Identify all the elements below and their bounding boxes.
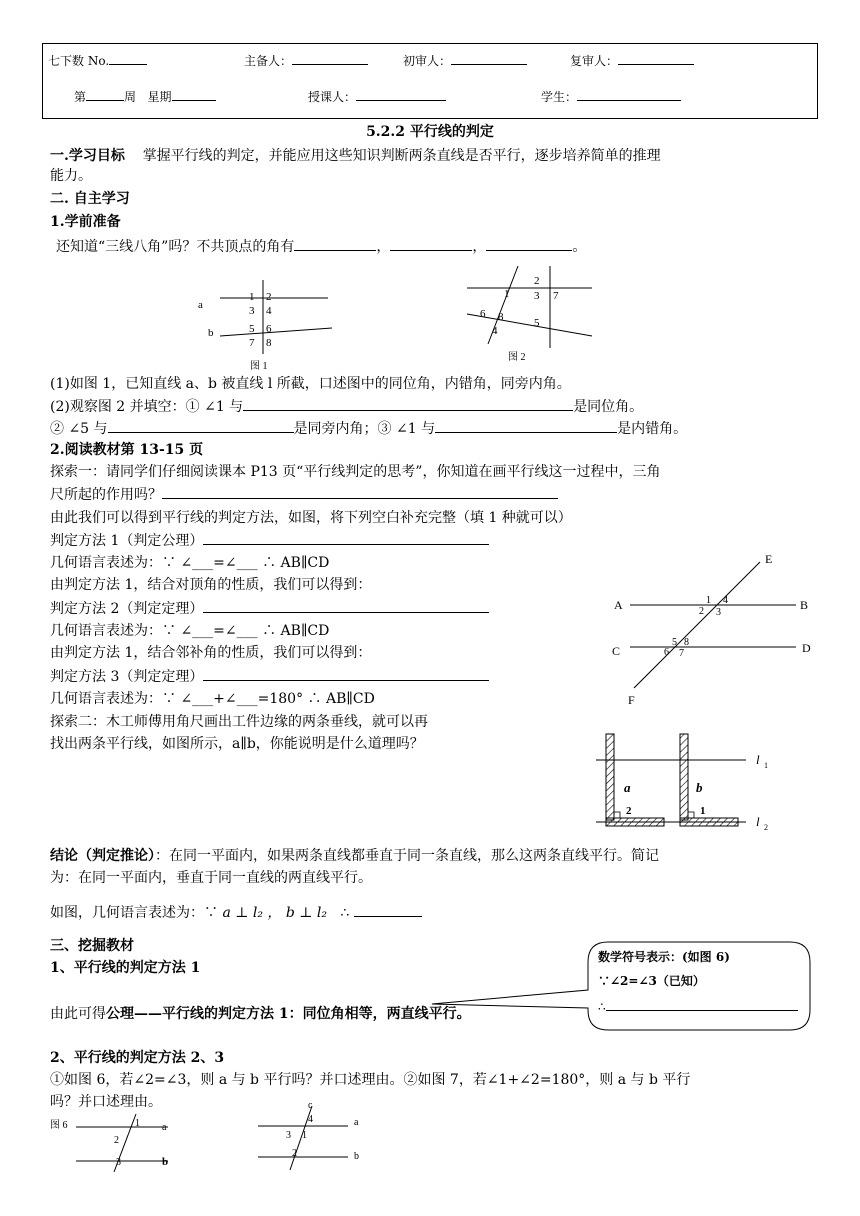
axiom-pre: 由此可得 <box>50 1006 106 1022</box>
fig2-num: 4 <box>492 325 498 337</box>
geo4-therefore: ∴ <box>340 905 350 921</box>
method-1-blank[interactable] <box>203 530 489 545</box>
fig2-num: 3 <box>534 290 540 302</box>
angle-blank-1[interactable] <box>294 236 376 251</box>
label-D: D <box>802 641 811 655</box>
fig6-label: 1 <box>135 1118 140 1129</box>
first-reviewer-field <box>403 50 527 69</box>
fig7-label: a <box>354 1117 359 1128</box>
geo-statement-4 <box>50 902 422 923</box>
angle-num: 5 <box>672 637 677 648</box>
first-reviewer-label: 初审人： <box>403 54 452 68</box>
fig7-label: 4 <box>308 1114 313 1125</box>
section3-sub2: 2、平行线的判定方法 2、3 <box>50 1050 225 1066</box>
fig1-label-a: a <box>198 299 203 311</box>
figure-transversal <box>610 550 820 710</box>
angle-num: 2 <box>699 606 704 617</box>
week-field <box>74 86 216 105</box>
angle-blank-3[interactable] <box>486 236 572 251</box>
fig2-num: 1 <box>504 288 510 300</box>
explore1-blank[interactable] <box>162 484 558 499</box>
axiom-statement <box>50 1004 471 1024</box>
fig2-num: 2 <box>534 275 540 287</box>
objective-text-2: 能力。 <box>50 168 92 184</box>
angle-num: 4 <box>723 595 728 606</box>
sub-heading-reading: 2.阅读教材第 13-15 页 <box>50 442 204 458</box>
angle-num: 7 <box>679 648 684 659</box>
fig2-num: 6 <box>480 308 486 320</box>
comma-1: ， <box>376 239 391 255</box>
fig2-num: 5 <box>534 317 540 329</box>
method-3-label: 判定方法 3（判定定理） <box>50 669 204 685</box>
page-title: 5.2.2 平行线的判定 <box>366 124 494 140</box>
fig6-label: a <box>162 1122 167 1133</box>
question-1: (1)如图 1，已知直线 a、b 被直线 l 所截，口述图中的同位角，内错角，同旁内角。 <box>50 376 571 392</box>
objective-text-1: 掌握平行线的判定，并能应用这些知识判断两条直线是否平行，逐步培养简单的推理 <box>142 148 661 164</box>
preparer-label: 主备人： <box>244 54 293 68</box>
fig2-num: 7 <box>553 290 559 302</box>
label-a: a <box>624 780 631 795</box>
figure-6 <box>50 1114 200 1174</box>
q2-text: (2)观察图 2 并填空：① ∠1 与 <box>50 399 244 415</box>
fig1-num: 6 <box>266 323 272 335</box>
fig1-num: 5 <box>249 323 255 335</box>
fig2-caption: 图 2 <box>508 352 526 363</box>
explore2-line-1: 探索二：木工师傅用角尺画出工件边缘的两条垂线，就可以再 <box>50 714 428 730</box>
question-2 <box>50 396 643 417</box>
label-B: B <box>800 598 809 612</box>
three-lines-text: 还知道“三线八角”吗？不共顶点的角有 <box>56 239 295 255</box>
label-E: E <box>765 552 773 566</box>
explore1-line-2 <box>50 484 558 505</box>
geo-statement-2: 几何语言表述为：∵ ∠___=∠___ ∴ AB∥CD <box>50 623 330 639</box>
q3-blank-2[interactable] <box>435 418 617 433</box>
bubble-blank[interactable] <box>606 996 798 1011</box>
fig1-num: 8 <box>266 337 272 349</box>
bubble-line-2: ∵∠2=∠3（已知） <box>598 974 705 988</box>
fig1-num: 3 <box>249 305 255 317</box>
student-label: 学生： <box>541 90 578 104</box>
section3-sub1: 1、平行线的判定方法 1 <box>50 960 201 976</box>
method-2-label: 判定方法 2（判定定理） <box>50 601 204 617</box>
fig1-num: 7 <box>249 337 255 349</box>
three-lines-question <box>56 236 586 257</box>
first-reviewer-blank[interactable] <box>451 50 527 65</box>
q3-blank-1[interactable] <box>108 418 294 433</box>
from-method-1-a: 由判定方法 1，结合对顶角的性质，我们可以得到： <box>50 577 372 593</box>
explore2-line-2: 找出两条平行线，如图所示，a∥b，你能说明是什么道理吗？ <box>50 736 424 752</box>
fig6-label: 2 <box>114 1135 119 1146</box>
conclusion-line-1 <box>50 846 659 866</box>
explore1-line-1: 探索一：请同学们仔细阅读课本 P13 页“平行线判定的思考”，你知道在画平行线这一过程中，三角 <box>50 464 661 480</box>
conclusion-text-1: ：在同一平面内，如果两条直线都垂直于同一条直线，那么这两条直线平行。简记 <box>155 848 659 864</box>
grade-no-label: 七下数 No. <box>48 54 110 68</box>
fig7-label: 2 <box>292 1148 297 1159</box>
lecturer-blank[interactable] <box>356 86 446 101</box>
fig1-num: 1 <box>249 291 255 303</box>
angle-blank-2[interactable] <box>390 236 472 251</box>
fig6-caption: 图 6 <box>50 1120 68 1131</box>
label-F: F <box>628 693 635 707</box>
geo4-expr: a ⊥ l₂ ， b ⊥ l₂ <box>222 905 327 921</box>
label-l2: l <box>756 814 760 829</box>
fig1-num: 2 <box>266 291 272 303</box>
conclusion-label: 结论（判定推论） <box>50 848 155 864</box>
lecturer-field <box>308 86 446 105</box>
week-blank[interactable] <box>86 86 124 101</box>
period: 。 <box>572 239 587 255</box>
fig1-label-b: b <box>208 327 214 339</box>
label-l2-sub: 2 <box>764 823 768 832</box>
section3-heading: 三、挖掘教材 <box>50 938 134 954</box>
lecturer-label: 授课人： <box>308 90 357 104</box>
method-3 <box>50 666 489 687</box>
angle-num: 6 <box>664 647 669 658</box>
second-reviewer-field <box>570 50 694 69</box>
label-C: C <box>612 644 621 658</box>
conclusion-line-2: 为：在同一平面内，垂直于同一直线的两直线平行。 <box>50 870 372 886</box>
week-prefix: 第 <box>74 90 87 104</box>
section2-heading: 二. 自主学习 <box>50 191 130 207</box>
fig6-label: b <box>162 1156 169 1168</box>
label-l1-sub: 1 <box>764 761 768 770</box>
geo4-blank[interactable] <box>354 902 422 917</box>
student-blank[interactable] <box>577 86 681 101</box>
explore1-text: 尺所起的作用吗？ <box>50 487 162 503</box>
method-1 <box>50 530 489 551</box>
q3-text-a: ② ∠5 与 <box>50 421 108 437</box>
label-b: b <box>696 780 703 795</box>
label-1: 1 <box>700 805 706 817</box>
fig7-label: b <box>354 1151 359 1162</box>
comma-2: ， <box>472 239 487 255</box>
weekday-blank[interactable] <box>172 86 216 101</box>
question-3 <box>50 418 687 439</box>
geo-statement-1: 几何语言表述为：∵ ∠___=∠___ ∴ AB∥CD <box>50 555 330 571</box>
figure-2 <box>462 262 602 366</box>
q2-tail: 是同位角。 <box>573 399 644 415</box>
figure-carpenter-square <box>596 730 786 836</box>
fig7-label: 1 <box>302 1130 307 1141</box>
bubble-line-3 <box>598 996 798 1014</box>
fig1-num: 4 <box>266 305 272 317</box>
objective-line-1 <box>50 146 661 166</box>
sub-heading-prep: 1.学前准备 <box>50 214 121 230</box>
fig1-caption: 图 1 <box>250 361 268 372</box>
label-A: A <box>614 598 623 612</box>
fig6-label: 3 <box>116 1157 121 1168</box>
geo-statement-3: 几何语言表述为：∵ ∠___+∠___=180° ∴ AB∥CD <box>50 691 375 707</box>
method-3-blank[interactable] <box>203 666 489 681</box>
fig7-label: 3 <box>286 1130 291 1141</box>
week-suffix: 周 <box>124 90 137 104</box>
method-1-label: 判定方法 1（判定公理） <box>50 533 204 549</box>
bubble-line-1: 数学符号表示：(如图 6) <box>598 950 730 964</box>
preparer-field <box>244 50 368 69</box>
method-2-blank[interactable] <box>203 598 489 613</box>
section1-heading: 一.学习目标 <box>50 148 125 164</box>
method-2 <box>50 598 489 619</box>
axiom-bold: 公理——平行线的判定方法 1：同位角相等，两直线平行。 <box>106 1006 471 1022</box>
q3-text-b: 是同旁内角；③ ∠1 与 <box>293 421 436 437</box>
angle-num: 8 <box>684 637 689 648</box>
weekday-label: 星期 <box>147 90 172 104</box>
figure-1 <box>190 270 350 374</box>
second-reviewer-label: 复审人： <box>570 54 619 68</box>
bubble-therefore: ∴ <box>598 1000 606 1014</box>
fig7-label: c <box>308 1100 313 1111</box>
geo4-text: 如图，几何语言表述为：∵ <box>50 905 218 921</box>
label-2: 2 <box>626 805 632 817</box>
fig2-num: 8 <box>498 311 504 323</box>
section3-question-2: 吗？并口述理由。 <box>50 1094 162 1110</box>
grade-no-blank[interactable] <box>109 50 147 65</box>
derive-text: 由此我们可以得到平行线的判定方法，如图，将下列空白补充完整（填 1 种就可以） <box>50 510 572 526</box>
preparer-blank[interactable] <box>292 50 368 65</box>
q2-blank[interactable] <box>243 396 573 411</box>
label-l1: l <box>756 752 760 767</box>
section3-question-1: ①如图 6，若∠2=∠3，则 a 与 b 平行吗？并口述理由。②如图 7，若∠1+∠2=180°，则 a 与 b 平行 <box>50 1072 691 1088</box>
angle-num: 1 <box>706 595 711 606</box>
q3-text-c: 是内错角。 <box>617 421 688 437</box>
angle-num: 3 <box>716 607 721 618</box>
second-reviewer-blank[interactable] <box>618 50 694 65</box>
student-field <box>541 86 681 105</box>
figure-7 <box>252 1098 372 1178</box>
grade-no-field <box>48 50 147 69</box>
from-method-1-b: 由判定方法 1，结合邻补角的性质，我们可以得到： <box>50 645 372 661</box>
